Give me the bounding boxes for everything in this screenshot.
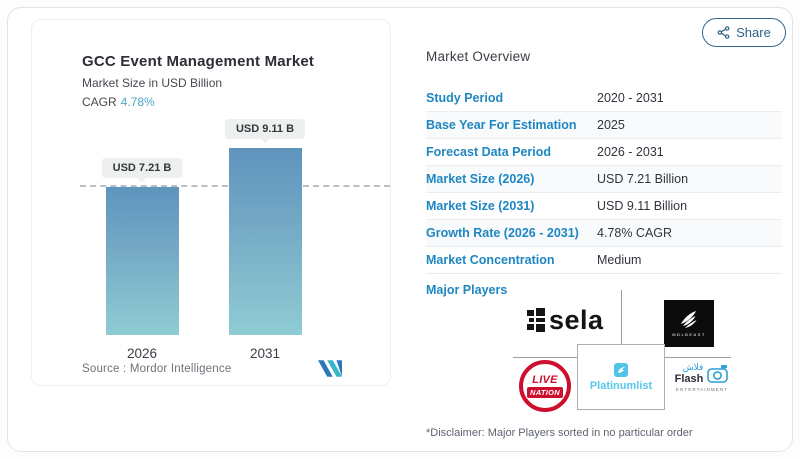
market-overview-table xyxy=(426,85,782,274)
cagr-label: CAGR xyxy=(82,95,117,109)
row-label: Market Size (2026) xyxy=(426,172,535,186)
mordor-intelligence-logo-icon xyxy=(318,360,342,377)
table-row-study-period xyxy=(426,85,782,112)
share-icon xyxy=(717,26,730,39)
table-row-market-concentration xyxy=(426,247,782,274)
cagr-value: 4.78% xyxy=(120,95,155,109)
flash-entertainment-subtext: ENTERTAINMENT xyxy=(675,386,729,392)
major-players-label: Major Players xyxy=(426,283,508,297)
chart-title: GCC Event Management Market xyxy=(82,53,315,70)
category-label-2026: 2026 xyxy=(126,346,158,361)
sela-grid-icon xyxy=(527,307,545,333)
row-label: Study Period xyxy=(426,91,504,105)
table-row-market-size-2026 xyxy=(426,166,782,193)
live-nation-line2: NATION xyxy=(527,387,563,398)
market-snapshot-card xyxy=(7,7,793,452)
market-overview-heading: Market Overview xyxy=(426,49,531,64)
row-value: USD 9.11 Billion xyxy=(597,199,688,213)
chart-card xyxy=(31,19,391,386)
share-label: Share xyxy=(736,25,771,40)
wing-icon xyxy=(678,310,700,330)
camera-icon xyxy=(707,364,729,383)
player-logo-sela xyxy=(527,300,619,340)
mdlbeast-wordmark: MDLBEAST xyxy=(672,332,706,337)
row-label: Market Concentration xyxy=(426,253,555,267)
share-button[interactable] xyxy=(702,18,786,47)
table-row-market-size-2031 xyxy=(426,193,782,220)
chart-subtitle: Market Size in USD Billion xyxy=(82,76,223,90)
row-value: 2025 xyxy=(597,118,625,132)
player-logo-mdlbeast xyxy=(664,300,714,347)
sela-wordmark: sela xyxy=(549,304,604,335)
bar-2026 xyxy=(106,187,179,335)
tree-connector-left xyxy=(513,357,577,358)
row-value: 2026 - 2031 xyxy=(597,145,664,159)
row-value: 2020 - 2031 xyxy=(597,91,664,105)
row-label: Market Size (2031) xyxy=(426,199,535,213)
player-logo-flash-entertainment xyxy=(669,363,735,392)
flash-arabic-text: فلاش xyxy=(682,362,704,372)
row-label: Forecast Data Period xyxy=(426,145,552,159)
bar-value-badge-2026: USD 7.21 B xyxy=(102,158,183,178)
table-row-growth-rate xyxy=(426,220,782,247)
table-row-base-year xyxy=(426,112,782,139)
platinumlist-wordmark: Platinumlist xyxy=(589,379,653,392)
player-logo-live-nation xyxy=(519,360,571,412)
bar-value-badge-2031: USD 9.11 B xyxy=(225,119,305,139)
platinumlist-icon xyxy=(614,363,628,377)
player-logo-platinumlist xyxy=(577,344,665,410)
source-row xyxy=(82,360,342,377)
live-nation-line1: LIVE xyxy=(532,373,558,386)
source-text: Source : Mordor Intelligence xyxy=(82,362,232,375)
tree-connector-right xyxy=(665,357,731,358)
row-label: Growth Rate (2026 - 2031) xyxy=(426,226,579,240)
flash-wordmark: Flash xyxy=(674,372,704,385)
chart-cagr-line xyxy=(82,95,155,109)
table-row-forecast-period xyxy=(426,139,782,166)
row-label: Base Year For Estimation xyxy=(426,118,577,132)
row-value: USD 7.21 Billion xyxy=(597,172,689,186)
category-label-2031: 2031 xyxy=(249,346,281,361)
bar-2031 xyxy=(229,148,302,335)
row-value: Medium xyxy=(597,253,642,267)
row-value: 4.78% CAGR xyxy=(597,226,673,240)
disclaimer-text: *Disclaimer: Major Players sorted in no particular order xyxy=(426,427,693,439)
tree-connector-vertical xyxy=(621,290,622,344)
